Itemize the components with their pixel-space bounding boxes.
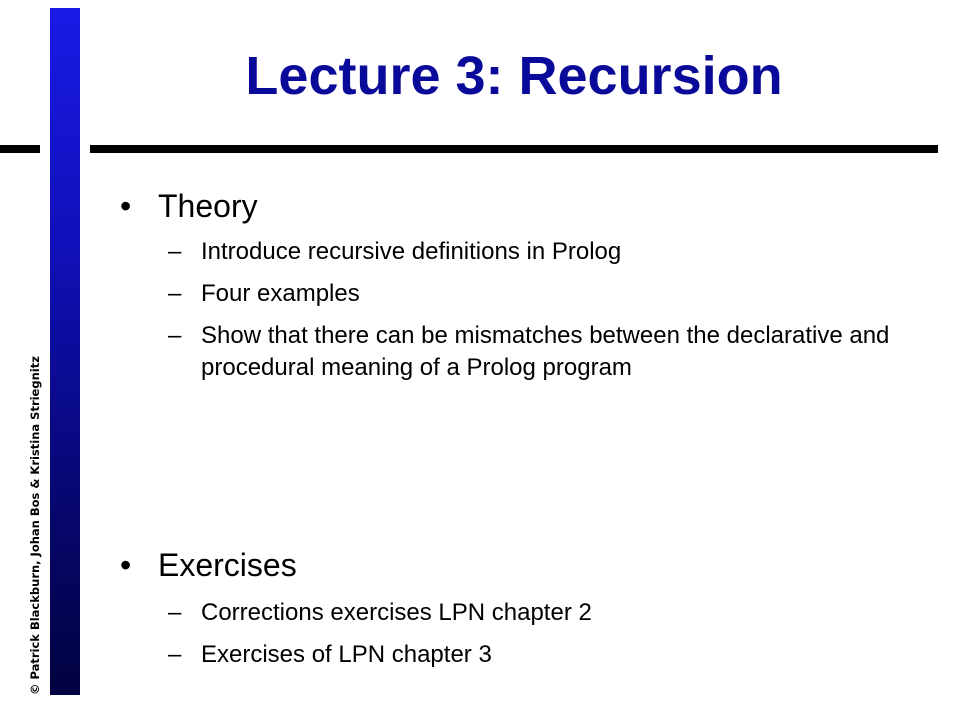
- copyright-notice: © Patrick Blackburn, Johan Bos & Kristina Striegnitz: [28, 356, 42, 695]
- section-exercises: [120, 543, 910, 671]
- bullet-theory: [120, 184, 910, 228]
- list-item-text: Four examples: [201, 280, 360, 307]
- dash-icon: –: [168, 599, 182, 626]
- bullet-heading: Theory: [158, 188, 258, 224]
- dash-icon: –: [168, 322, 182, 349]
- slide-title: Lecture 3: Recursion: [245, 46, 783, 106]
- section-theory: [120, 184, 910, 384]
- list-item: [120, 597, 910, 629]
- dash-icon: –: [168, 238, 182, 265]
- bullet-icon: •: [120, 188, 132, 224]
- sub-list: [120, 236, 910, 384]
- list-item-text: Corrections exercises LPN chapter 2: [201, 599, 592, 626]
- list-item: [120, 236, 910, 268]
- horizontal-rule-right: [90, 145, 938, 153]
- list-item-text: Introduce recursive definitions in Prolog: [201, 238, 622, 265]
- list-item-text: Show that there can be mismatches between the declarative and procedural meaning of a Prolog program: [201, 322, 890, 381]
- bullet-exercises: [120, 543, 910, 587]
- dash-icon: –: [168, 280, 182, 307]
- list-item: [120, 278, 910, 310]
- list-item: [120, 639, 910, 671]
- vertical-accent-bar: [50, 8, 80, 695]
- list-item: [120, 320, 910, 384]
- list-item-text: Exercises of LPN chapter 3: [201, 641, 492, 668]
- bullet-icon: •: [120, 547, 132, 583]
- horizontal-rule-left: [0, 145, 40, 153]
- sub-list: [120, 597, 910, 671]
- dash-icon: –: [168, 641, 182, 668]
- bullet-heading: Exercises: [158, 547, 297, 583]
